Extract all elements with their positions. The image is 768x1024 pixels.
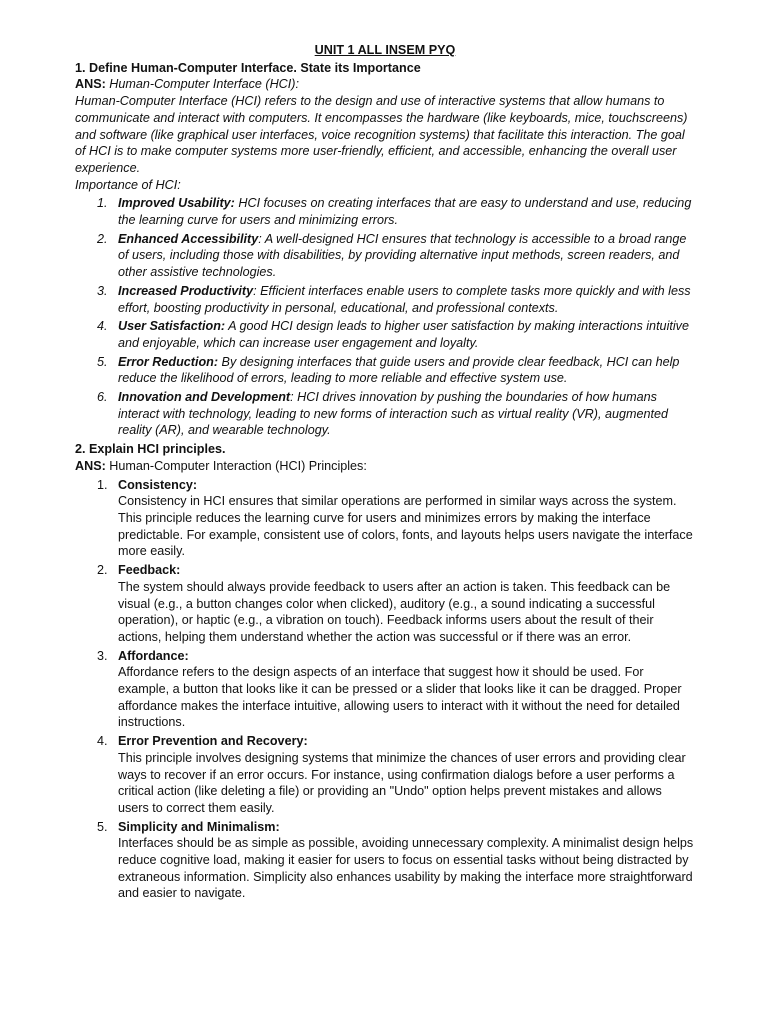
answer-label: ANS: bbox=[75, 458, 106, 473]
question-2-heading: 2. Explain HCI principles. bbox=[75, 442, 226, 457]
principle-text: Interfaces should be as simple as possible, avoiding unnecessary complexity. A minimalist design helps reduce cognitive load, making it easier for users to focus on essential tasks without being distracted by extraneous information. Simplicity also enhances usability by making the interface more straightforward and easier to navigate. bbox=[118, 836, 694, 901]
list-item-title: Innovation and Development bbox=[118, 390, 291, 405]
list-number: 6. bbox=[97, 390, 108, 405]
list-item bbox=[75, 819, 695, 903]
principle-text: Affordance refers to the design aspects of an interface that suggest how it should be used. For example, a button that looks like it can be pressed or a slider that looks like it can be dragged. Proper affordance makes the interface intuitive, allowing users to interact with it without the need for detailed instructions. bbox=[118, 665, 682, 730]
list-item bbox=[75, 648, 695, 732]
list-item bbox=[75, 562, 695, 646]
list-number: 1. bbox=[97, 196, 108, 211]
list-number: 5. bbox=[97, 819, 108, 834]
answer-1-subtitle: Human-Computer Interface (HCI): bbox=[109, 77, 299, 92]
list-number: 4. bbox=[97, 734, 108, 749]
list-item bbox=[75, 195, 695, 228]
list-number: 2. bbox=[97, 563, 108, 578]
list-item-text: By designing interfaces that guide users and provide clear feedback, HCI can help reduce the likelihood of errors, leading to more reliable and effective system use. bbox=[118, 354, 680, 386]
list-number: 3. bbox=[97, 283, 108, 298]
document-page bbox=[75, 42, 695, 904]
principle-title: Affordance: bbox=[118, 648, 189, 663]
hci-definition: Human-Computer Interface (HCI) refers to the design and use of interactive systems that allow humans to communicate and interact with computers. It encompasses the hardware (like keyboards, mice, touchscreens) and software (like graphical user interfaces, voice recognition systems) that facilitate this interaction. The goal of HCI is to make computer systems more user-friendly, efficient, and accessible, enhancing the overall user experience. bbox=[75, 94, 688, 175]
question-1-heading: 1. Define Human-Computer Interface. State its Importance bbox=[75, 60, 421, 75]
list-item-text: : Efficient interfaces enable users to complete tasks more quickly and with less effort, boosting productivity in personal, educational, and professional contexts. bbox=[118, 283, 691, 315]
list-item bbox=[75, 318, 695, 351]
list-number: 3. bbox=[97, 648, 108, 663]
list-item bbox=[75, 354, 695, 387]
document-title: UNIT 1 ALL INSEM PYQ bbox=[314, 43, 456, 57]
list-item-title: Increased Productivity bbox=[118, 283, 254, 298]
list-item bbox=[75, 283, 695, 316]
list-item-title: Error Reduction: bbox=[118, 354, 219, 369]
principle-text: Consistency in HCI ensures that similar operations are performed in similar ways across the system. This principle reduces the learning curve for users and minimizes errors by making the interface predictable. For example, consistent use of colors, fonts, and layouts helps users navigate the interface more easily. bbox=[118, 494, 693, 559]
list-number: 4. bbox=[97, 319, 108, 334]
list-item bbox=[75, 231, 695, 281]
principle-text: This principle involves designing systems that minimize the chances of user errors and providing clear ways to recover if an error occurs. For instance, using confirmation dialogs before a user performs a critical action (like deleting a file) or providing an "Undo" option helps prevent mistakes and allows users to correct them easily. bbox=[118, 750, 686, 815]
list-item-text: HCI focuses on creating interfaces that are easy to understand and use, reducing the learning curve for users and minimizing errors. bbox=[118, 196, 692, 228]
principle-title: Consistency: bbox=[118, 477, 198, 492]
answer-2-subtitle: Human-Computer Interaction (HCI) Principles: bbox=[105, 458, 367, 473]
importance-list bbox=[75, 195, 695, 439]
list-number: 5. bbox=[97, 354, 108, 369]
list-item-text: : HCI drives innovation by pushing the boundaries of how humans interact with technology, leading to new forms of interaction such as virtual reality (VR), augmented reality (AR), and wearable technology. bbox=[118, 390, 668, 438]
answer-1-intro bbox=[75, 76, 695, 93]
answer-2-intro bbox=[75, 458, 695, 475]
principle-title: Simplicity and Minimalism: bbox=[118, 819, 280, 834]
principles-list bbox=[75, 477, 695, 903]
list-number: 1. bbox=[97, 477, 108, 492]
list-item bbox=[75, 389, 695, 439]
principle-title: Feedback: bbox=[118, 563, 181, 578]
list-item-text: : A well-designed HCI ensures that technology is accessible to a broad range of users, including those with disabilities, by providing alternative input methods, screen readers, and other assistive technologies. bbox=[118, 231, 687, 280]
list-item bbox=[75, 733, 695, 817]
list-item bbox=[75, 477, 695, 561]
list-item-title: User Satisfaction: bbox=[118, 319, 226, 334]
importance-label: Importance of HCI: bbox=[75, 177, 181, 192]
list-item-title: Improved Usability: bbox=[118, 196, 235, 211]
list-number: 2. bbox=[97, 231, 108, 246]
principle-title: Error Prevention and Recovery: bbox=[118, 734, 308, 749]
principle-text: The system should always provide feedback to users after an action is taken. This feedback can be visual (e.g., a button changes color when clicked), auditory (e.g., a sound indicating a successful operation), or haptic (e.g., a vibration on touch). Feedback informs users about the result of their actions, helping them understand whether the action was successful or if there was an error. bbox=[118, 579, 671, 644]
answer-label: ANS: bbox=[75, 77, 106, 92]
list-item-text: A good HCI design leads to higher user satisfaction by making interactions intuitive and enjoyable, which can increase user engagement and loyalty. bbox=[118, 319, 689, 350]
list-item-title: Enhanced Accessibility bbox=[118, 231, 259, 246]
